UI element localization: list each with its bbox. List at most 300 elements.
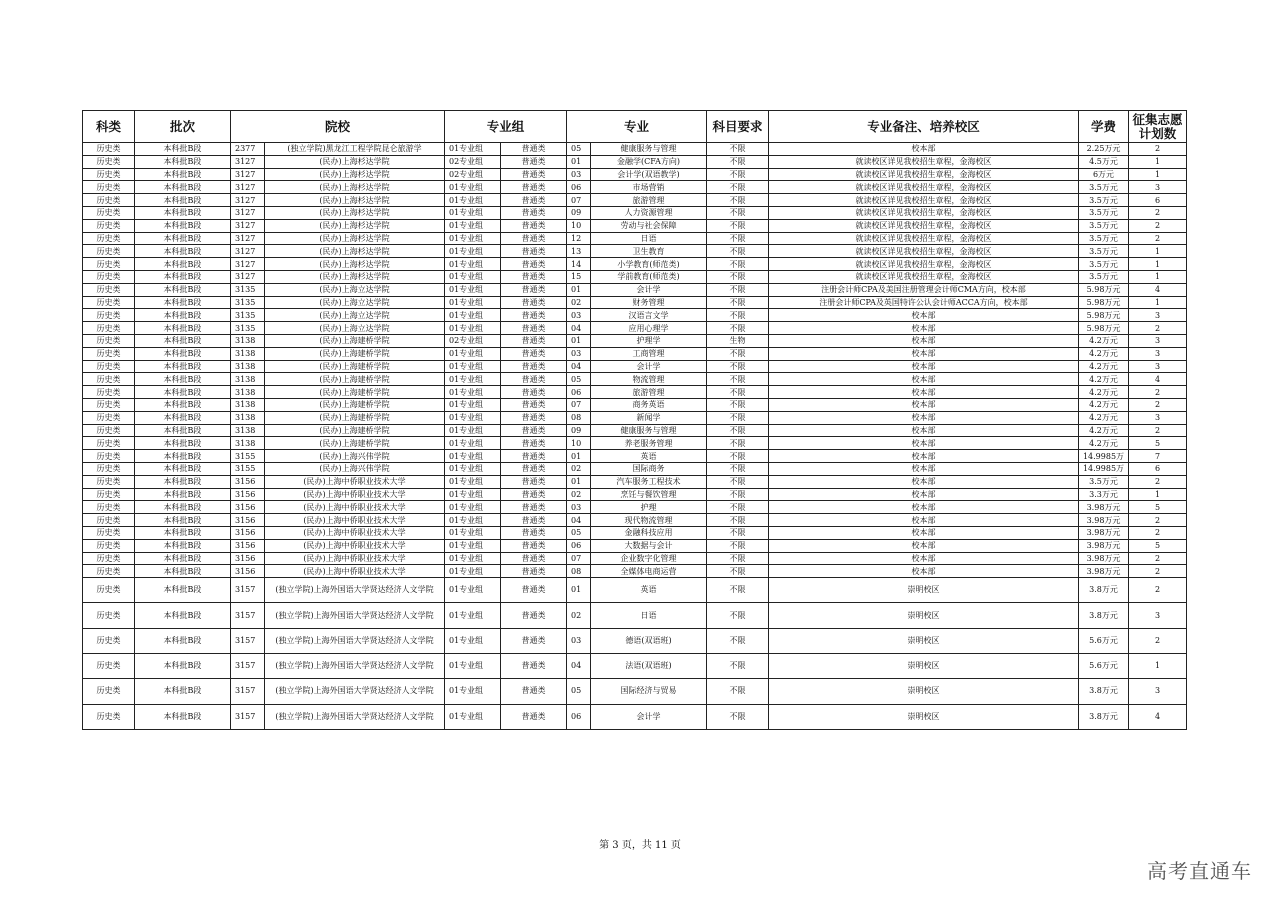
cell-major-name: 日语 [591, 232, 707, 245]
cell-school-code: 3127 [231, 194, 265, 207]
cell-school-code: 3156 [231, 501, 265, 514]
cell-group-type: 普通类 [501, 245, 567, 258]
watermark: 高考直通车 [1147, 859, 1252, 883]
table-row [83, 155, 1187, 168]
cell-group: 01专业组 [445, 552, 501, 565]
cell-batch: 本科批B段 [135, 219, 231, 232]
header-row [83, 111, 1187, 143]
cell-major-code: 04 [567, 322, 591, 335]
cell-group: 01专业组 [445, 514, 501, 527]
cell-school-code: 3157 [231, 578, 265, 603]
table-row [83, 309, 1187, 322]
cell-notes-campus: 就读校区详见我校招生章程，金海校区 [769, 155, 1079, 168]
cell-major-name: 国际经济与贸易 [591, 679, 707, 704]
cell-category: 历史类 [83, 539, 135, 552]
cell-school-name: (民办)上海建桥学院 [265, 334, 445, 347]
cell-major-code: 08 [567, 565, 591, 578]
cell-school-code: 3156 [231, 552, 265, 565]
table-row [83, 206, 1187, 219]
cell-category: 历史类 [83, 501, 135, 514]
cell-school-code: 3138 [231, 360, 265, 373]
cell-category: 历史类 [83, 603, 135, 628]
header-category: 科类 [83, 111, 135, 143]
cell-group: 01专业组 [445, 143, 501, 156]
cell-group: 01专业组 [445, 526, 501, 539]
cell-batch: 本科批B段 [135, 424, 231, 437]
cell-tuition: 3.5万元 [1079, 475, 1129, 488]
cell-school-name: (民办)上海立达学院 [265, 283, 445, 296]
cell-batch: 本科批B段 [135, 450, 231, 463]
cell-major-name: 养老服务管理 [591, 437, 707, 450]
cell-major-code: 10 [567, 219, 591, 232]
cell-notes-campus: 校本部 [769, 347, 1079, 360]
cell-school-code: 3127 [231, 258, 265, 271]
cell-notes-campus: 校本部 [769, 539, 1079, 552]
cell-tuition: 4.5万元 [1079, 155, 1129, 168]
cell-group-type: 普通类 [501, 232, 567, 245]
cell-school-name: (独立学院)上海外国语大学贤达经济人文学院 [265, 679, 445, 704]
cell-batch: 本科批B段 [135, 398, 231, 411]
cell-category: 历史类 [83, 245, 135, 258]
cell-plan-count: 1 [1129, 488, 1187, 501]
cell-group: 01专业组 [445, 578, 501, 603]
cell-batch: 本科批B段 [135, 168, 231, 181]
cell-group-type: 普通类 [501, 258, 567, 271]
cell-subject-requirement: 不限 [707, 462, 769, 475]
cell-group: 01专业组 [445, 232, 501, 245]
cell-group: 02专业组 [445, 155, 501, 168]
cell-group-type: 普通类 [501, 206, 567, 219]
table-row [83, 258, 1187, 271]
cell-batch: 本科批B段 [135, 628, 231, 653]
cell-school-code: 3156 [231, 475, 265, 488]
cell-group-type: 普通类 [501, 143, 567, 156]
cell-group: 01专业组 [445, 386, 501, 399]
cell-batch: 本科批B段 [135, 309, 231, 322]
cell-notes-campus: 校本部 [769, 552, 1079, 565]
cell-major-code: 06 [567, 181, 591, 194]
cell-major-code: 03 [567, 501, 591, 514]
cell-plan-count: 2 [1129, 514, 1187, 527]
cell-notes-campus: 就读校区详见我校招生章程，金海校区 [769, 168, 1079, 181]
cell-school-code: 3138 [231, 398, 265, 411]
cell-notes-campus: 校本部 [769, 475, 1079, 488]
cell-group: 01专业组 [445, 603, 501, 628]
cell-notes-campus: 校本部 [769, 334, 1079, 347]
cell-major-code: 06 [567, 386, 591, 399]
table-row [83, 411, 1187, 424]
cell-category: 历史类 [83, 462, 135, 475]
cell-group: 01专业组 [445, 309, 501, 322]
cell-group-type: 普通类 [501, 526, 567, 539]
cell-major-name: 汉语言文学 [591, 309, 707, 322]
cell-tuition: 3.98万元 [1079, 552, 1129, 565]
cell-batch: 本科批B段 [135, 194, 231, 207]
cell-school-name: (民办)上海中侨职业技术大学 [265, 552, 445, 565]
cell-subject-requirement: 不限 [707, 245, 769, 258]
header-notes-campus: 专业备注、培养校区 [769, 111, 1079, 143]
cell-tuition: 3.8万元 [1079, 578, 1129, 603]
cell-notes-campus: 校本部 [769, 398, 1079, 411]
cell-group: 02专业组 [445, 334, 501, 347]
cell-group: 01专业组 [445, 194, 501, 207]
cell-plan-count: 1 [1129, 168, 1187, 181]
cell-category: 历史类 [83, 347, 135, 360]
cell-major-code: 01 [567, 578, 591, 603]
cell-notes-campus: 校本部 [769, 462, 1079, 475]
table-row [83, 437, 1187, 450]
cell-tuition: 6万元 [1079, 168, 1129, 181]
cell-subject-requirement: 不限 [707, 450, 769, 463]
cell-major-code: 14 [567, 258, 591, 271]
cell-major-name: 会计学(双语教学) [591, 168, 707, 181]
cell-school-name: (独立学院)上海外国语大学贤达经济人文学院 [265, 704, 445, 729]
cell-school-name: (民办)上海建桥学院 [265, 424, 445, 437]
cell-group: 01专业组 [445, 258, 501, 271]
cell-plan-count: 2 [1129, 232, 1187, 245]
cell-subject-requirement: 不限 [707, 232, 769, 245]
cell-school-code: 3127 [231, 270, 265, 283]
table-row [83, 501, 1187, 514]
cell-major-code: 01 [567, 283, 591, 296]
cell-group-type: 普通类 [501, 347, 567, 360]
cell-subject-requirement: 不限 [707, 398, 769, 411]
cell-group: 01专业组 [445, 462, 501, 475]
cell-batch: 本科批B段 [135, 360, 231, 373]
cell-plan-count: 2 [1129, 552, 1187, 565]
cell-plan-count: 5 [1129, 539, 1187, 552]
cell-school-name: (民办)上海杉达学院 [265, 206, 445, 219]
cell-category: 历史类 [83, 653, 135, 678]
cell-group-type: 普通类 [501, 679, 567, 704]
cell-major-name: 护理学 [591, 334, 707, 347]
cell-group-type: 普通类 [501, 628, 567, 653]
cell-notes-campus: 崇明校区 [769, 704, 1079, 729]
cell-category: 历史类 [83, 565, 135, 578]
cell-group: 01专业组 [445, 347, 501, 360]
cell-group: 01专业组 [445, 373, 501, 386]
cell-major-code: 04 [567, 360, 591, 373]
cell-category: 历史类 [83, 334, 135, 347]
cell-plan-count: 2 [1129, 628, 1187, 653]
cell-plan-count: 2 [1129, 424, 1187, 437]
cell-school-code: 3156 [231, 539, 265, 552]
cell-major-code: 05 [567, 373, 591, 386]
cell-subject-requirement: 不限 [707, 653, 769, 678]
cell-group-type: 普通类 [501, 501, 567, 514]
cell-category: 历史类 [83, 424, 135, 437]
table-row [83, 526, 1187, 539]
cell-major-name: 健康服务与管理 [591, 424, 707, 437]
cell-batch: 本科批B段 [135, 565, 231, 578]
cell-subject-requirement: 不限 [707, 258, 769, 271]
cell-plan-count: 5 [1129, 501, 1187, 514]
cell-tuition: 3.5万元 [1079, 258, 1129, 271]
cell-category: 历史类 [83, 514, 135, 527]
cell-category: 历史类 [83, 475, 135, 488]
cell-subject-requirement: 不限 [707, 488, 769, 501]
cell-group: 01专业组 [445, 424, 501, 437]
table-row [83, 653, 1187, 678]
cell-category: 历史类 [83, 232, 135, 245]
cell-plan-count: 6 [1129, 462, 1187, 475]
cell-subject-requirement: 不限 [707, 309, 769, 322]
cell-notes-campus: 就读校区详见我校招生章程，金海校区 [769, 245, 1079, 258]
cell-major-name: 卫生教育 [591, 245, 707, 258]
cell-plan-count: 2 [1129, 475, 1187, 488]
cell-category: 历史类 [83, 168, 135, 181]
cell-category: 历史类 [83, 373, 135, 386]
cell-group-type: 普通类 [501, 424, 567, 437]
cell-major-code: 05 [567, 143, 591, 156]
cell-school-name: (民办)上海立达学院 [265, 296, 445, 309]
cell-group: 01专业组 [445, 181, 501, 194]
cell-school-name: (民办)上海杉达学院 [265, 194, 445, 207]
cell-school-name: (独立学院)黑龙江工程学院昆仑旅游学 [265, 143, 445, 156]
cell-school-name: (民办)上海杉达学院 [265, 155, 445, 168]
cell-group: 01专业组 [445, 245, 501, 258]
cell-category: 历史类 [83, 309, 135, 322]
cell-tuition: 3.8万元 [1079, 603, 1129, 628]
cell-tuition: 4.2万元 [1079, 360, 1129, 373]
cell-group: 01专业组 [445, 679, 501, 704]
cell-major-name: 旅游管理 [591, 386, 707, 399]
cell-batch: 本科批B段 [135, 704, 231, 729]
cell-batch: 本科批B段 [135, 488, 231, 501]
cell-batch: 本科批B段 [135, 539, 231, 552]
table-row [83, 360, 1187, 373]
cell-category: 历史类 [83, 194, 135, 207]
table-row [83, 232, 1187, 245]
cell-subject-requirement: 不限 [707, 411, 769, 424]
cell-notes-campus: 校本部 [769, 501, 1079, 514]
cell-major-name: 人力资源管理 [591, 206, 707, 219]
cell-subject-requirement: 不限 [707, 143, 769, 156]
cell-notes-campus: 校本部 [769, 450, 1079, 463]
cell-school-name: (民办)上海立达学院 [265, 322, 445, 335]
cell-tuition: 5.6万元 [1079, 628, 1129, 653]
cell-school-code: 3155 [231, 462, 265, 475]
cell-category: 历史类 [83, 219, 135, 232]
cell-subject-requirement: 不限 [707, 386, 769, 399]
cell-plan-count: 3 [1129, 411, 1187, 424]
cell-school-name: (民办)上海杉达学院 [265, 258, 445, 271]
table-row [83, 565, 1187, 578]
cell-batch: 本科批B段 [135, 283, 231, 296]
cell-tuition: 3.8万元 [1079, 704, 1129, 729]
cell-notes-campus: 校本部 [769, 565, 1079, 578]
cell-group: 01专业组 [445, 283, 501, 296]
cell-plan-count: 3 [1129, 603, 1187, 628]
cell-plan-count: 4 [1129, 373, 1187, 386]
cell-batch: 本科批B段 [135, 552, 231, 565]
cell-notes-campus: 崇明校区 [769, 679, 1079, 704]
cell-category: 历史类 [83, 411, 135, 424]
cell-major-name: 商务英语 [591, 398, 707, 411]
cell-group-type: 普通类 [501, 283, 567, 296]
cell-notes-campus: 就读校区详见我校招生章程，金海校区 [769, 194, 1079, 207]
cell-group-type: 普通类 [501, 168, 567, 181]
cell-category: 历史类 [83, 283, 135, 296]
cell-batch: 本科批B段 [135, 334, 231, 347]
cell-tuition: 5.6万元 [1079, 653, 1129, 678]
cell-major-name: 企业数字化管理 [591, 552, 707, 565]
cell-major-code: 09 [567, 206, 591, 219]
cell-major-name: 护理 [591, 501, 707, 514]
cell-batch: 本科批B段 [135, 514, 231, 527]
cell-school-code: 3157 [231, 653, 265, 678]
cell-school-code: 3156 [231, 488, 265, 501]
cell-plan-count: 3 [1129, 679, 1187, 704]
cell-batch: 本科批B段 [135, 679, 231, 704]
cell-major-name: 英语 [591, 450, 707, 463]
cell-notes-campus: 就读校区详见我校招生章程，金海校区 [769, 258, 1079, 271]
cell-school-name: (民办)上海立达学院 [265, 309, 445, 322]
cell-school-name: (独立学院)上海外国语大学贤达经济人文学院 [265, 578, 445, 603]
cell-notes-campus: 崇明校区 [769, 628, 1079, 653]
cell-notes-campus: 校本部 [769, 322, 1079, 335]
cell-school-code: 3127 [231, 232, 265, 245]
cell-group-type: 普通类 [501, 514, 567, 527]
cell-tuition: 3.98万元 [1079, 501, 1129, 514]
table-row [83, 424, 1187, 437]
cell-notes-campus: 校本部 [769, 514, 1079, 527]
cell-batch: 本科批B段 [135, 386, 231, 399]
cell-school-name: (民办)上海杉达学院 [265, 181, 445, 194]
cell-subject-requirement: 不限 [707, 322, 769, 335]
cell-category: 历史类 [83, 181, 135, 194]
cell-notes-campus: 校本部 [769, 309, 1079, 322]
cell-plan-count: 2 [1129, 526, 1187, 539]
cell-subject-requirement: 不限 [707, 373, 769, 386]
cell-plan-count: 2 [1129, 578, 1187, 603]
cell-group: 01专业组 [445, 322, 501, 335]
cell-tuition: 14.9985万 [1079, 450, 1129, 463]
cell-batch: 本科批B段 [135, 526, 231, 539]
cell-school-name: (民办)上海中侨职业技术大学 [265, 514, 445, 527]
cell-group-type: 普通类 [501, 704, 567, 729]
cell-school-name: (民办)上海兴伟学院 [265, 450, 445, 463]
cell-major-code: 04 [567, 653, 591, 678]
cell-batch: 本科批B段 [135, 232, 231, 245]
cell-batch: 本科批B段 [135, 245, 231, 258]
cell-major-code: 03 [567, 309, 591, 322]
cell-major-name: 劳动与社会保障 [591, 219, 707, 232]
cell-major-code: 07 [567, 194, 591, 207]
table-row [83, 334, 1187, 347]
cell-major-code: 02 [567, 296, 591, 309]
cell-subject-requirement: 不限 [707, 360, 769, 373]
cell-batch: 本科批B段 [135, 603, 231, 628]
cell-school-name: (民办)上海建桥学院 [265, 373, 445, 386]
cell-subject-requirement: 不限 [707, 283, 769, 296]
cell-category: 历史类 [83, 360, 135, 373]
cell-notes-campus: 就读校区详见我校招生章程，金海校区 [769, 181, 1079, 194]
cell-category: 历史类 [83, 437, 135, 450]
cell-category: 历史类 [83, 322, 135, 335]
cell-tuition: 3.5万元 [1079, 206, 1129, 219]
cell-notes-campus: 就读校区详见我校招生章程，金海校区 [769, 206, 1079, 219]
cell-school-code: 3138 [231, 424, 265, 437]
cell-tuition: 4.2万元 [1079, 411, 1129, 424]
table-row [83, 475, 1187, 488]
cell-tuition: 5.98万元 [1079, 283, 1129, 296]
cell-tuition: 5.98万元 [1079, 322, 1129, 335]
cell-major-code: 01 [567, 450, 591, 463]
cell-major-name: 会计学 [591, 704, 707, 729]
cell-school-code: 3138 [231, 386, 265, 399]
cell-category: 历史类 [83, 258, 135, 271]
table-row [83, 628, 1187, 653]
cell-tuition: 3.8万元 [1079, 679, 1129, 704]
cell-category: 历史类 [83, 488, 135, 501]
cell-group-type: 普通类 [501, 386, 567, 399]
cell-school-name: (民办)上海杉达学院 [265, 168, 445, 181]
header-tuition: 学费 [1079, 111, 1129, 143]
table-row [83, 168, 1187, 181]
cell-school-name: (民办)上海杉达学院 [265, 232, 445, 245]
cell-subject-requirement: 生物 [707, 334, 769, 347]
cell-group-type: 普通类 [501, 194, 567, 207]
cell-school-code: 3157 [231, 628, 265, 653]
cell-tuition: 3.3万元 [1079, 488, 1129, 501]
cell-major-code: 06 [567, 704, 591, 729]
cell-group-type: 普通类 [501, 488, 567, 501]
cell-school-code: 3157 [231, 603, 265, 628]
cell-group: 01专业组 [445, 628, 501, 653]
cell-school-code: 3135 [231, 296, 265, 309]
cell-major-code: 01 [567, 155, 591, 168]
table-row [83, 462, 1187, 475]
cell-notes-campus: 校本部 [769, 143, 1079, 156]
cell-notes-campus: 崇明校区 [769, 578, 1079, 603]
page-footer: 第 3 页，共 11 页 [599, 840, 681, 851]
table-row [83, 270, 1187, 283]
cell-notes-campus: 校本部 [769, 424, 1079, 437]
cell-school-name: (民办)上海中侨职业技术大学 [265, 488, 445, 501]
cell-plan-count: 3 [1129, 309, 1187, 322]
cell-major-name: 日语 [591, 603, 707, 628]
cell-subject-requirement: 不限 [707, 514, 769, 527]
cell-major-name: 财务管理 [591, 296, 707, 309]
cell-batch: 本科批B段 [135, 653, 231, 678]
cell-school-code: 3135 [231, 322, 265, 335]
cell-plan-count: 1 [1129, 258, 1187, 271]
cell-plan-count: 1 [1129, 245, 1187, 258]
cell-school-code: 3127 [231, 219, 265, 232]
cell-group-type: 普通类 [501, 219, 567, 232]
cell-major-name: 汽车服务工程技术 [591, 475, 707, 488]
cell-group: 01专业组 [445, 501, 501, 514]
cell-subject-requirement: 不限 [707, 526, 769, 539]
cell-batch: 本科批B段 [135, 296, 231, 309]
cell-major-code: 03 [567, 168, 591, 181]
cell-subject-requirement: 不限 [707, 206, 769, 219]
cell-plan-count: 6 [1129, 194, 1187, 207]
cell-subject-requirement: 不限 [707, 704, 769, 729]
cell-batch: 本科批B段 [135, 270, 231, 283]
cell-plan-count: 4 [1129, 283, 1187, 296]
cell-school-code: 3135 [231, 283, 265, 296]
cell-notes-campus: 注册会计师CPA及英国特许公认会计师ACCA方向，校本部 [769, 296, 1079, 309]
cell-school-name: (民办)上海中侨职业技术大学 [265, 526, 445, 539]
cell-major-name: 旅游管理 [591, 194, 707, 207]
cell-school-name: (民办)上海杉达学院 [265, 245, 445, 258]
cell-school-name: (民办)上海建桥学院 [265, 411, 445, 424]
cell-group-type: 普通类 [501, 334, 567, 347]
cell-school-name: (民办)上海建桥学院 [265, 360, 445, 373]
cell-tuition: 2.25万元 [1079, 143, 1129, 156]
